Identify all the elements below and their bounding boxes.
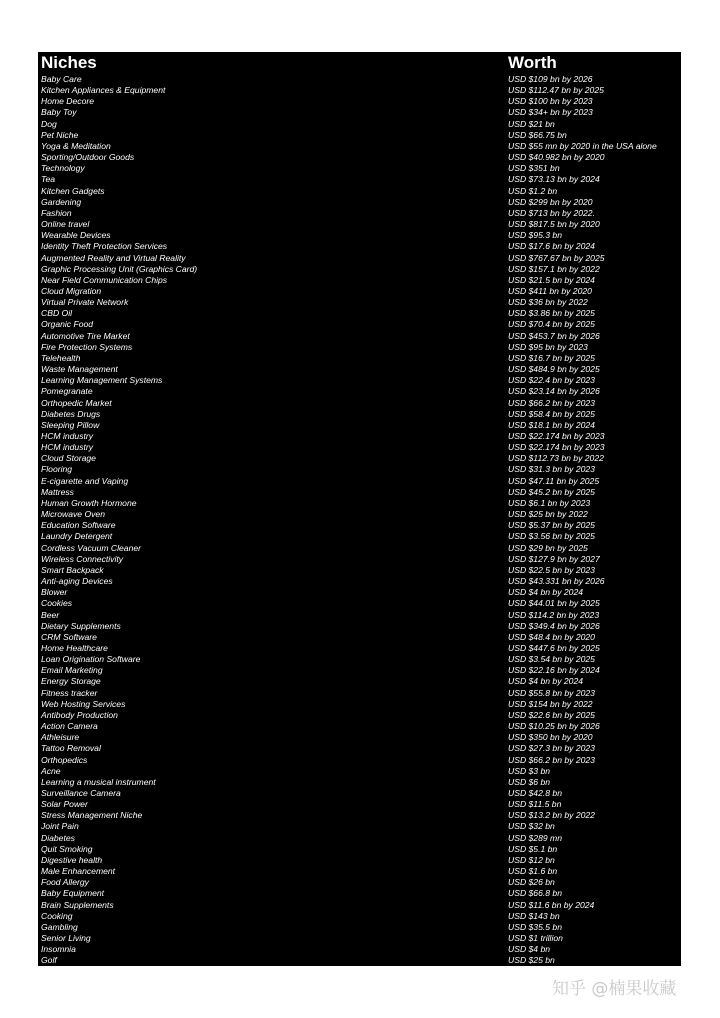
worth-cell: USD $95 bn by 2023 bbox=[508, 341, 588, 352]
niche-cell: Baby Care bbox=[41, 74, 82, 84]
niche-cell: Orthopedic Market bbox=[41, 397, 112, 408]
table-row bbox=[38, 710, 681, 721]
worth-cell: USD $55.8 bn by 2023 bbox=[508, 687, 595, 698]
table-row bbox=[38, 922, 681, 933]
header-niches: Niches bbox=[41, 53, 97, 72]
table-row bbox=[38, 476, 681, 487]
table-row bbox=[38, 888, 681, 899]
worth-cell: USD $109 bn by 2026 bbox=[508, 74, 593, 84]
worth-cell: USD $143 bn bbox=[508, 910, 560, 921]
table-row bbox=[38, 632, 681, 643]
table-row bbox=[38, 554, 681, 565]
niche-cell: Flooring bbox=[41, 464, 73, 475]
worth-cell: USD $36 bn by 2022 bbox=[508, 297, 588, 308]
niche-cell: Diabetes Drugs bbox=[41, 408, 101, 419]
table-row bbox=[38, 688, 681, 699]
niche-cell: Cooking bbox=[41, 910, 73, 921]
niche-cell: Digestive health bbox=[41, 854, 103, 865]
worth-cell: USD $21 bn bbox=[508, 118, 555, 129]
table-row bbox=[38, 944, 681, 955]
niche-cell: Fitness tracker bbox=[41, 687, 98, 698]
worth-cell: USD $5.1 bn bbox=[508, 843, 558, 854]
niche-cell: Acne bbox=[41, 765, 61, 776]
table-row bbox=[38, 107, 681, 118]
table-row bbox=[38, 453, 681, 464]
worth-cell: USD $351 bn bbox=[508, 163, 560, 174]
niche-cell: Tattoo Removal bbox=[41, 743, 101, 754]
niche-cell: Diabetes bbox=[41, 832, 75, 843]
table-row bbox=[38, 487, 681, 498]
worth-cell: USD $11.6 bn by 2024 bbox=[508, 899, 595, 910]
niche-cell: Augmented Reality and Virtual Reality bbox=[41, 252, 186, 263]
worth-cell: USD $713 bn by 2022. bbox=[508, 207, 595, 218]
niche-cell: Energy Storage bbox=[41, 676, 101, 687]
worth-cell: USD $3.54 bn by 2025 bbox=[508, 654, 595, 665]
worth-cell: USD $58.4 bn by 2025 bbox=[508, 408, 595, 419]
niche-cell: Food Allergy bbox=[41, 877, 89, 888]
niche-cell: Graphic Processing Unit (Graphics Card) bbox=[41, 263, 198, 274]
table-row bbox=[38, 565, 681, 576]
worth-cell: USD $25 bn by 2022 bbox=[508, 509, 588, 520]
niche-cell: Cordless Vacuum Cleaner bbox=[41, 542, 141, 553]
table-row bbox=[38, 520, 681, 531]
niche-cell: Home Decore bbox=[41, 96, 95, 107]
niche-cell: Yoga & Meditation bbox=[41, 140, 111, 151]
worth-cell: USD $154 bn by 2022 bbox=[508, 698, 593, 709]
table-row bbox=[38, 866, 681, 877]
table-row bbox=[38, 788, 681, 799]
niche-cell: Online travel bbox=[41, 219, 90, 230]
table-row bbox=[38, 130, 681, 141]
niche-cell: Fashion bbox=[41, 207, 72, 218]
niche-cell: Athleisure bbox=[41, 732, 80, 743]
niche-cell: Near Field Communication Chips bbox=[41, 274, 168, 285]
niche-cell: Telehealth bbox=[41, 352, 81, 363]
table-row bbox=[38, 654, 681, 665]
niche-cell: Gambling bbox=[41, 921, 78, 932]
worth-cell: USD $18.1 bn by 2024 bbox=[508, 419, 595, 430]
worth-cell: USD $73.13 bn by 2024 bbox=[508, 174, 600, 185]
table-row bbox=[38, 398, 681, 409]
niche-cell: Antibody Production bbox=[41, 709, 118, 720]
worth-cell: USD $299 bn by 2020 bbox=[508, 196, 593, 207]
table-row bbox=[38, 743, 681, 754]
worth-cell: USD $66.2 bn by 2023 bbox=[508, 754, 595, 765]
worth-cell: USD $1.2 bn bbox=[508, 185, 558, 196]
niche-worth-table bbox=[38, 52, 681, 966]
niche-cell: Education Software bbox=[41, 520, 116, 531]
table-row bbox=[38, 409, 681, 420]
table-row bbox=[38, 264, 681, 275]
worth-cell: USD $66.75 bn bbox=[508, 129, 567, 140]
table-row bbox=[38, 721, 681, 732]
niche-cell: Anti-aging Devices bbox=[41, 576, 113, 587]
worth-cell: USD $13.2 bn by 2022 bbox=[508, 810, 595, 821]
niche-cell: Surveillance Camera bbox=[41, 788, 121, 798]
worth-cell: USD $349.4 bn by 2026 bbox=[508, 620, 600, 631]
table-row bbox=[38, 833, 681, 844]
niche-cell: Cookies bbox=[41, 598, 73, 609]
worth-cell: USD $3.86 bn by 2025 bbox=[508, 308, 595, 319]
worth-cell: USD $289 mn bbox=[508, 832, 562, 843]
worth-cell: USD $22.6 bn by 2025 bbox=[508, 709, 595, 720]
niche-cell: Human Growth Hormone bbox=[41, 497, 137, 508]
table-row bbox=[38, 877, 681, 888]
niche-cell: Microwave Oven bbox=[41, 509, 105, 520]
worth-cell: USD $112.73 bn by 2022 bbox=[508, 453, 604, 464]
niche-cell: Laundry Detergent bbox=[41, 531, 113, 542]
niche-cell: CBD Oil bbox=[41, 308, 73, 319]
niche-cell: E-cigarette and Vaping bbox=[41, 475, 129, 486]
worth-cell: USD $11.5 bn bbox=[508, 799, 562, 810]
worth-cell: USD $114.2 bn by 2023 bbox=[508, 609, 600, 620]
table-row bbox=[38, 308, 681, 319]
table-row bbox=[38, 844, 681, 855]
table-row bbox=[38, 821, 681, 832]
worth-cell: USD $44.01 bn by 2025 bbox=[508, 598, 600, 609]
worth-cell: USD $5.37 bn by 2025 bbox=[508, 520, 595, 531]
table-row bbox=[38, 509, 681, 520]
niche-cell: Quit Smoking bbox=[41, 843, 93, 854]
niche-cell: Email Marketing bbox=[41, 665, 103, 676]
worth-cell: USD $35.5 bn bbox=[508, 921, 562, 932]
table-row bbox=[38, 163, 681, 174]
niche-cell: Loan Origination Software bbox=[41, 654, 141, 665]
niche-cell: Baby Equipment bbox=[41, 888, 105, 899]
table-row bbox=[38, 643, 681, 654]
niche-cell: Cloud Storage bbox=[41, 453, 96, 464]
worth-cell: USD $4 bn by 2024 bbox=[508, 676, 584, 687]
table-row bbox=[38, 676, 681, 687]
table-row bbox=[38, 766, 681, 777]
table-body bbox=[38, 74, 681, 967]
worth-cell: USD $21.5 bn by 2024 bbox=[508, 274, 595, 285]
niche-cell: Cloud Migration bbox=[41, 285, 102, 296]
worth-cell: USD $22.174 bn by 2023 bbox=[508, 442, 605, 453]
table-row bbox=[38, 96, 681, 107]
table-row bbox=[38, 587, 681, 598]
table-row bbox=[38, 621, 681, 632]
worth-cell: USD $27.3 bn by 2023 bbox=[508, 743, 595, 754]
table-row bbox=[38, 319, 681, 330]
table-row bbox=[38, 576, 681, 587]
worth-cell: USD $127.9 bn by 2027 bbox=[508, 553, 600, 564]
niche-cell: Beer bbox=[41, 609, 60, 620]
table-row bbox=[38, 900, 681, 911]
niche-cell: Brain Supplements bbox=[41, 899, 114, 910]
niche-cell: Kitchen Gadgets bbox=[41, 185, 105, 196]
worth-cell: USD $23.14 bn by 2026 bbox=[508, 386, 600, 397]
table-row bbox=[38, 598, 681, 609]
table-row bbox=[38, 186, 681, 197]
niche-cell: Action Camera bbox=[41, 721, 98, 732]
niche-cell: Solar Power bbox=[41, 799, 88, 810]
worth-cell: USD $25 bn bbox=[508, 955, 555, 966]
worth-cell: USD $66.8 bn bbox=[508, 888, 562, 899]
niche-cell: Kitchen Appliances & Equipment bbox=[41, 85, 166, 96]
worth-cell: USD $47.11 bn by 2025 bbox=[508, 475, 600, 486]
table-row bbox=[38, 85, 681, 96]
niche-cell: Organic Food bbox=[41, 319, 94, 330]
niche-cell: Technology bbox=[41, 163, 85, 174]
table-row bbox=[38, 665, 681, 676]
table-row bbox=[38, 197, 681, 208]
niche-cell: Baby Toy bbox=[41, 107, 77, 118]
table-row bbox=[38, 342, 681, 353]
niche-cell: Web Hosting Services bbox=[41, 698, 126, 709]
niche-cell: Orthopedics bbox=[41, 754, 88, 765]
table-row bbox=[38, 464, 681, 475]
table-row bbox=[38, 375, 681, 386]
worth-cell: USD $3.56 bn by 2025 bbox=[508, 531, 595, 542]
niche-cell: Sporting/Outdoor Goods bbox=[41, 152, 135, 163]
niche-cell: Sleeping Pillow bbox=[41, 419, 100, 430]
niche-cell: Senior Living bbox=[41, 933, 91, 944]
table-row bbox=[38, 777, 681, 788]
worth-cell: USD $32 bn bbox=[508, 821, 555, 832]
table-row bbox=[38, 420, 681, 431]
niche-cell: Dietary Supplements bbox=[41, 620, 121, 631]
niche-cell: Pet Niche bbox=[41, 129, 79, 140]
table-row bbox=[38, 543, 681, 554]
niche-cell: Home Healthcare bbox=[41, 642, 108, 653]
table-row bbox=[38, 141, 681, 152]
table-row bbox=[38, 364, 681, 375]
worth-cell: USD $66.2 bn by 2023 bbox=[508, 397, 595, 408]
table-row bbox=[38, 253, 681, 264]
niche-cell: Wearable Devices bbox=[41, 230, 111, 241]
niche-cell: Male Enhancement bbox=[41, 866, 116, 877]
worth-cell: USD $17.6 bn by 2024 bbox=[508, 241, 595, 252]
niche-cell: Fire Protection Systems bbox=[41, 341, 133, 352]
table-row bbox=[38, 955, 681, 966]
niche-cell: Blower bbox=[41, 587, 68, 598]
table-row bbox=[38, 119, 681, 130]
worth-cell: USD $6 bn bbox=[508, 776, 551, 787]
worth-cell: USD $42.8 bn bbox=[508, 788, 562, 798]
table-row bbox=[38, 810, 681, 821]
worth-cell: USD $22.5 bn by 2023 bbox=[508, 564, 595, 575]
table-row bbox=[38, 230, 681, 241]
table-header-row bbox=[38, 52, 681, 74]
table-row bbox=[38, 498, 681, 509]
worth-cell: USD $6.1 bn by 2023 bbox=[508, 497, 591, 508]
table-row bbox=[38, 74, 681, 85]
worth-cell: USD $34+ bn by 2023 bbox=[508, 107, 593, 118]
niche-cell: Virtual Private Network bbox=[41, 297, 129, 308]
niche-cell: Waste Management bbox=[41, 364, 118, 375]
worth-cell: USD $1 trillion bbox=[508, 933, 563, 944]
worth-cell: USD $447.6 bn by 2025 bbox=[508, 642, 600, 653]
niche-cell: Tea bbox=[41, 174, 56, 185]
niche-cell: Identity Theft Protection Services bbox=[41, 241, 168, 252]
worth-cell: USD $22.4 bn by 2023 bbox=[508, 375, 595, 386]
niche-cell: Dog bbox=[41, 118, 57, 129]
niche-cell: HCM industry bbox=[41, 431, 94, 441]
table-row bbox=[38, 174, 681, 185]
niche-cell: Golf bbox=[41, 955, 57, 966]
table-row bbox=[38, 331, 681, 342]
table-row bbox=[38, 241, 681, 252]
worth-cell: USD $4 bn bbox=[508, 944, 551, 955]
worth-cell: USD $112.47 bn by 2025 bbox=[508, 85, 604, 96]
header-worth: Worth bbox=[508, 53, 557, 72]
worth-cell: USD $45.2 bn by 2025 bbox=[508, 486, 595, 497]
worth-cell: USD $484.9 bn by 2025 bbox=[508, 364, 600, 375]
table-row bbox=[38, 732, 681, 743]
worth-cell: USD $3 bn bbox=[508, 765, 551, 776]
watermark: 知乎 @楠果收藏 bbox=[552, 979, 677, 999]
table-row bbox=[38, 755, 681, 766]
worth-cell: USD $22.16 bn by 2024 bbox=[508, 665, 600, 676]
worth-cell: USD $10.25 bn by 2026 bbox=[508, 721, 600, 732]
worth-cell: USD $12 bn bbox=[508, 854, 555, 865]
worth-cell: USD $411 bn by 2020 bbox=[508, 285, 592, 296]
niche-cell: HCM industry bbox=[41, 442, 94, 453]
table-row bbox=[38, 610, 681, 621]
worth-cell: USD $70.4 bn by 2025 bbox=[508, 319, 595, 330]
table-row bbox=[38, 297, 681, 308]
niche-cell: Wireless Connectivity bbox=[41, 553, 124, 564]
niche-cell: Learning a musical instrument bbox=[41, 776, 156, 787]
worth-cell: USD $817.5 bn by 2020 bbox=[508, 219, 600, 230]
table-row bbox=[38, 286, 681, 297]
worth-cell: USD $26 bn bbox=[508, 877, 555, 888]
worth-cell: USD $22.174 bn by 2023 bbox=[508, 431, 605, 441]
table-row bbox=[38, 799, 681, 810]
table-row bbox=[38, 275, 681, 286]
niche-cell: Stress Management Niche bbox=[41, 810, 143, 821]
niche-cell: Insomnia bbox=[41, 944, 76, 955]
niche-cell: Pomegranate bbox=[41, 386, 93, 397]
worth-cell: USD $1.6 bn bbox=[508, 866, 558, 877]
niche-cell: Smart Backpack bbox=[41, 564, 104, 575]
worth-cell: USD $453.7 bn by 2026 bbox=[508, 330, 600, 341]
niche-cell: Mattress bbox=[41, 486, 74, 497]
worth-cell: USD $100 bn by 2023 bbox=[508, 96, 593, 107]
worth-cell: USD $350 bn by 2020 bbox=[508, 732, 593, 743]
niche-cell: Joint Pain bbox=[41, 821, 79, 832]
worth-cell: USD $16.7 bn by 2025 bbox=[508, 352, 595, 363]
worth-cell: USD $767.67 bn by 2025 bbox=[508, 252, 605, 263]
table-row bbox=[38, 911, 681, 922]
niche-cell: Gardening bbox=[41, 196, 82, 207]
table-row bbox=[38, 208, 681, 219]
niche-cell: Automotive Tire Market bbox=[41, 330, 130, 341]
table-row bbox=[38, 219, 681, 230]
worth-cell: USD $40.982 bn by 2020 bbox=[508, 152, 605, 163]
table-row bbox=[38, 699, 681, 710]
table-row bbox=[38, 933, 681, 944]
niche-cell: CRM Software bbox=[41, 631, 97, 642]
table-row bbox=[38, 353, 681, 364]
table-row bbox=[38, 431, 681, 442]
table-row bbox=[38, 152, 681, 163]
worth-cell: USD $31.3 bn by 2023 bbox=[508, 464, 595, 475]
worth-cell: USD $4 bn by 2024 bbox=[508, 587, 584, 598]
worth-cell: USD $157.1 bn by 2022 bbox=[508, 263, 600, 274]
worth-cell: USD $43.331 bn by 2026 bbox=[508, 576, 605, 587]
worth-cell: USD $95.3 bn bbox=[508, 230, 562, 241]
table-row bbox=[38, 855, 681, 866]
worth-cell: USD $55 mn by 2020 in the USA alone bbox=[508, 140, 657, 151]
table-row bbox=[38, 442, 681, 453]
worth-cell: USD $29 bn by 2025 bbox=[508, 542, 588, 553]
table-row bbox=[38, 531, 681, 542]
worth-cell: USD $48.4 bn by 2020 bbox=[508, 631, 595, 642]
niche-cell: Learning Management Systems bbox=[41, 375, 163, 386]
table-row bbox=[38, 386, 681, 397]
